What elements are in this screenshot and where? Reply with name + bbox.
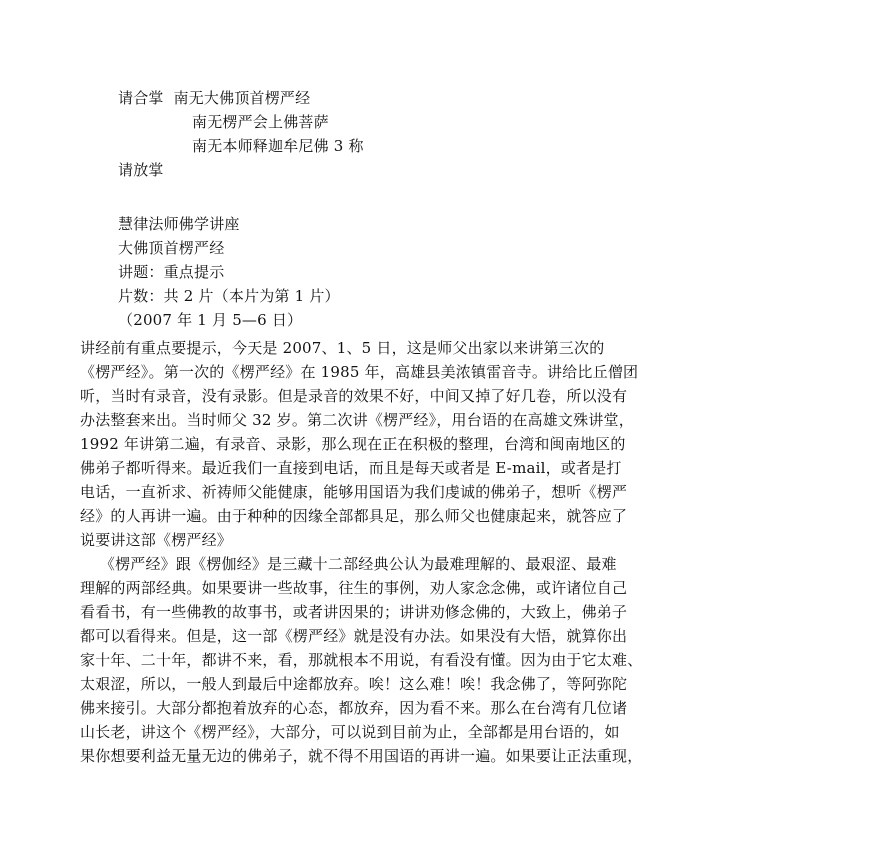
body-line: 家十年、二十年，都讲不来，看，那就根本不用说，有看没有懂。因为由于它太难、 — [80, 651, 643, 669]
body-line: 经》的人再讲一遍。由于种种的因缘全部都具足，那么师父也健康起来，就答应了 — [80, 507, 628, 525]
body-line: 佛弟子都听得来。最近我们一直接到电话，而且是每天或者是 E-mail，或者是打 — [80, 459, 622, 477]
invocation-line-3: 南无本师释迦牟尼佛 3 称 — [192, 137, 364, 155]
body-line: 说要讲这部《楞严经》 — [80, 531, 233, 549]
body-line: 太艰涩，所以，一般人到最后中途都放弃。唉！这么难！唉！我念佛了，等阿弥陀 — [80, 675, 628, 693]
lecture-date: （2007 年 1 月 5—6 日） — [118, 311, 303, 329]
body-line: 果你想要利益无量无边的佛弟子，就不得不用国语的再讲一遍。如果要让正法重现， — [80, 747, 643, 765]
lecture-topic: 讲题：重点提示 — [118, 263, 225, 281]
body-line: 理解的两部经典。如果要讲一些故事，往生的事例，劝人家念念佛，或许诸位自己 — [80, 579, 628, 597]
disc-count: 片数：共 2 片（本片为第 1 片） — [118, 287, 340, 305]
body-line: 都可以看得来。但是，这一部《楞严经》就是没有办法。如果没有大悟，就算你出 — [80, 627, 628, 645]
body-line: 佛来接引。大部分都抱着放弃的心态，都放弃，因为看不来。那么在台湾有几位诸 — [80, 699, 628, 717]
body-line: 办法整套来出。当时师父 32 岁。第二次讲《楞严经》，用台语的在高雄文殊讲堂， — [80, 411, 634, 429]
body-line: 讲经前有重点要提示，今天是 2007、1、5 日，这是师父出家以来讲第三次的 — [80, 339, 605, 357]
body-line: 1992 年讲第二遍，有录音、录影，那么现在正在积极的整理，台湾和闽南地区的 — [80, 435, 626, 453]
body-line: 山长老，讲这个《楞严经》，大部分，可以说到目前为止，全部都是用台语的，如 — [80, 723, 620, 741]
body-line: 看看书，有一些佛教的故事书，或者讲因果的；讲讲劝修念佛的，大致上，佛弟子 — [80, 603, 628, 621]
invocation-line-1: 请合掌 南无大佛顶首楞严经 — [118, 89, 311, 107]
body-line: 《楞严经》。第一次的《楞严经》在 1985 年，高雄县美浓镇雷音寺。讲给比丘僧团 — [80, 363, 639, 381]
invocation-line-2: 南无楞严会上佛菩萨 — [192, 113, 329, 131]
body-line: 听，当时有录音，没有录影。但是录音的效果不好，中间又掉了好几卷，所以没有 — [80, 387, 628, 405]
body-line: 《楞严经》跟《楞伽经》是三藏十二部经典公认为最难理解的、最艰涩、最难 — [80, 555, 617, 573]
sutra-title: 大佛顶首楞严经 — [118, 239, 225, 257]
invocation-line-4: 请放掌 — [118, 161, 164, 179]
lecture-series-title: 慧律法师佛学讲座 — [118, 215, 240, 233]
body-line: 电话，一直祈求、祈祷师父能健康，能够用国语为我们虔诚的佛弟子，想听《楞严 — [80, 483, 628, 501]
